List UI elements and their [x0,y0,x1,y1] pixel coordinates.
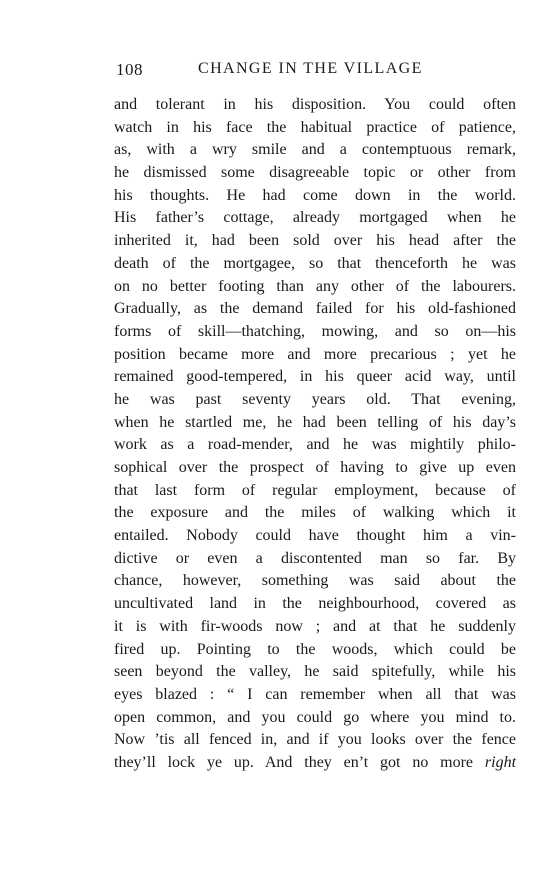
text-line: that last form of regular employment, because of [114,481,516,499]
text-line-last [114,752,516,775]
text-line: death of the mortgagee, so that thenceforth he was [114,254,516,272]
text-line: Now ’tis all fenced in, and if you looks over the fence [114,731,516,749]
text-line: the exposure and the miles of walking which it [114,504,516,522]
text-line: dictive or even a discontented man so far. By [114,549,516,567]
page-number: 108 [116,60,143,79]
running-title: CHANGE IN THE VILLAGE [198,60,423,77]
text-line: he was past seventy years old. That evening, [114,390,516,408]
text-line: eyes blazed : “ I can remember when all that was [114,685,516,703]
text-line: uncultivated land in the neighbourhood, covered as [114,595,516,613]
text-line: watch in his face the habitual practice of patience, [114,118,516,136]
emphasized-word: right [484,753,517,771]
text-line: on no better footing than any other of the labourers. [114,277,516,295]
text-line: His father’s cottage, already mortgaged when he [114,209,516,227]
text-line: it is with fir-woods now ; and at that he suddenly [114,617,516,635]
text-line: sophical over the prospect of having to give up even [114,459,516,476]
text-line: chance, however, something was said about the [114,572,516,590]
body-paragraph [114,94,516,775]
text-line: work as a road-mender, and he was mightily philo- [114,436,516,454]
text-line: fired up. Pointing to the woods, which could be [114,640,516,658]
text-line: open common, and you could go where you mind to. [114,708,516,726]
text-line: position became more and more precarious ; yet he [114,345,516,363]
text-line: forms of skill—thatching, mowing, and so on—his [114,322,516,340]
text-line: when he startled me, he had been telling of his day’s [114,413,516,431]
text-line: remained good-tempered, in his queer acid way, until [114,368,516,386]
text-line: entailed. Nobody could have thought him a vin- [114,527,516,545]
text-line: seen beyond the valley, he said spitefully, while his [114,663,516,681]
page-header [116,60,516,84]
text-line: and tolerant in his disposition. You could often [114,96,516,113]
text-line: his thoughts. He had come down in the world. [114,186,516,204]
last-line-text: they’ll lock ye up. And they en’t got no more [114,753,474,771]
text-line: inherited it, had been sold over his head after the [114,232,516,250]
text-line: he dismissed some disagreeable topic or other from [114,164,516,182]
text-line: as, with a wry smile and a contemptuous remark, [114,141,516,159]
text-line: Gradually, as the demand failed for his old-fashioned [114,300,516,318]
